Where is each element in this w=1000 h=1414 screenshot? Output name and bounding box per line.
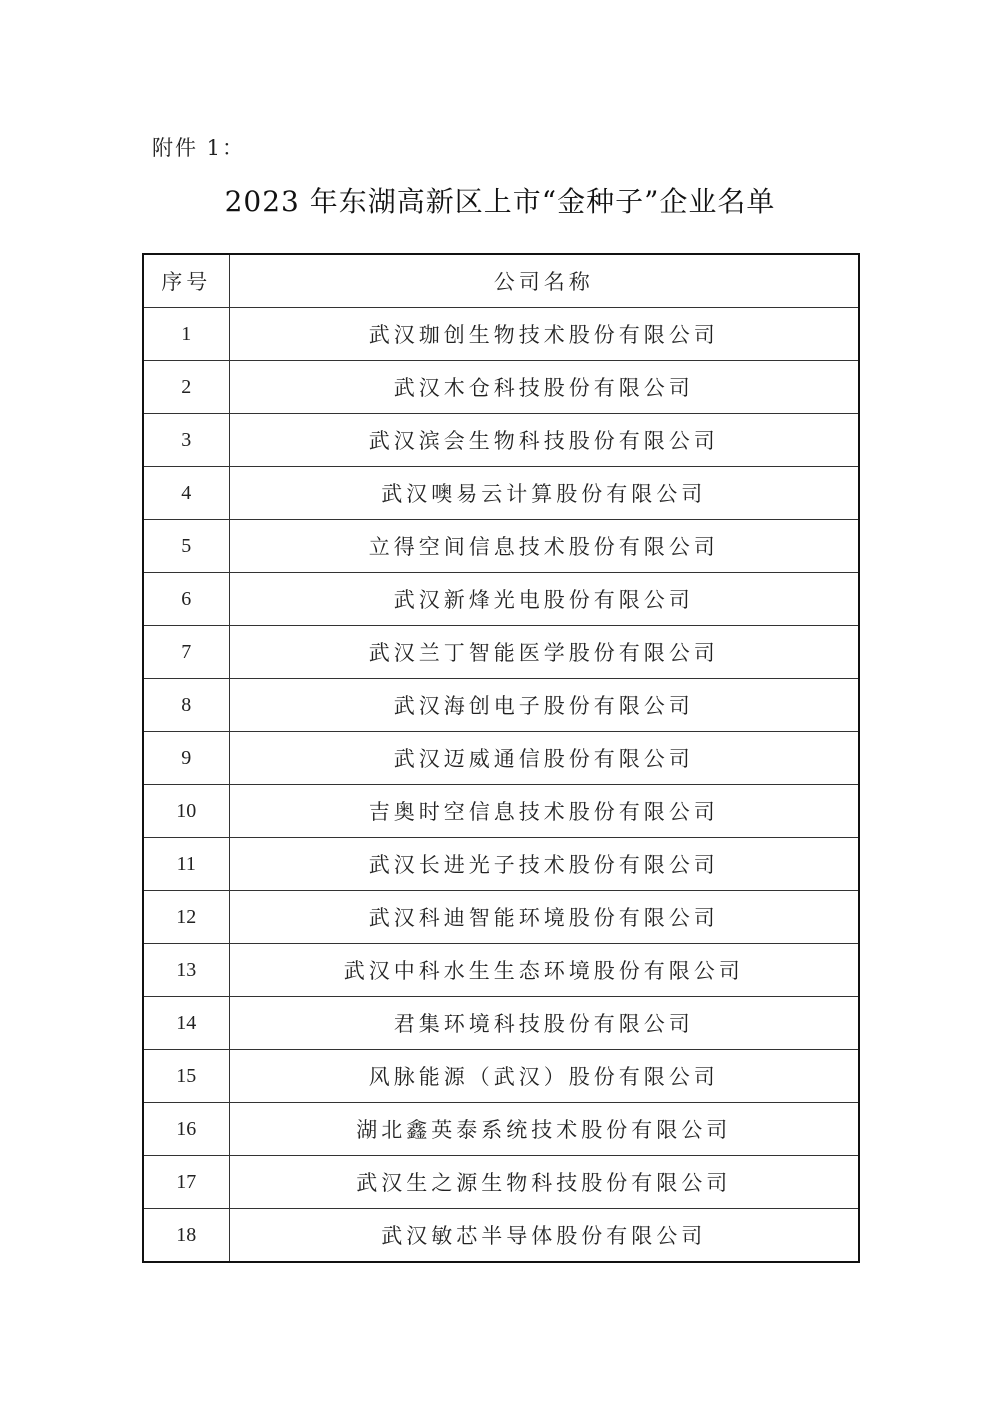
row-serial-number: 10 bbox=[143, 785, 229, 838]
row-company-name: 君集环境科技股份有限公司 bbox=[229, 997, 859, 1050]
table-row bbox=[143, 1209, 859, 1263]
row-serial-number: 13 bbox=[143, 944, 229, 997]
row-serial-number: 14 bbox=[143, 997, 229, 1050]
row-serial-number: 1 bbox=[143, 308, 229, 361]
document-title: 2023 年东湖高新区上市“金种子”企业名单 bbox=[224, 185, 776, 218]
row-serial-number: 11 bbox=[143, 838, 229, 891]
row-company-name: 武汉珈创生物技术股份有限公司 bbox=[229, 308, 859, 361]
row-company-name: 武汉滨会生物科技股份有限公司 bbox=[229, 414, 859, 467]
table-row bbox=[143, 997, 859, 1050]
table-row bbox=[143, 1103, 859, 1156]
row-company-name: 武汉中科水生生态环境股份有限公司 bbox=[229, 944, 859, 997]
table-row bbox=[143, 944, 859, 997]
table-row bbox=[143, 679, 859, 732]
table-row bbox=[143, 891, 859, 944]
row-company-name: 武汉科迪智能环境股份有限公司 bbox=[229, 891, 859, 944]
table-row bbox=[143, 467, 859, 520]
row-company-name: 武汉生之源生物科技股份有限公司 bbox=[229, 1156, 859, 1209]
row-serial-number: 16 bbox=[143, 1103, 229, 1156]
header-serial-number: 序号 bbox=[143, 254, 229, 308]
table-row bbox=[143, 414, 859, 467]
table-row bbox=[143, 308, 859, 361]
row-company-name: 武汉兰丁智能医学股份有限公司 bbox=[229, 626, 859, 679]
row-company-name: 湖北鑫英泰系统技术股份有限公司 bbox=[229, 1103, 859, 1156]
table-row bbox=[143, 785, 859, 838]
table-row bbox=[143, 361, 859, 414]
row-serial-number: 12 bbox=[143, 891, 229, 944]
table-row bbox=[143, 1050, 859, 1103]
row-company-name: 吉奥时空信息技术股份有限公司 bbox=[229, 785, 859, 838]
row-serial-number: 2 bbox=[143, 361, 229, 414]
row-company-name: 武汉长进光子技术股份有限公司 bbox=[229, 838, 859, 891]
table-row bbox=[143, 732, 859, 785]
table-row bbox=[143, 838, 859, 891]
row-serial-number: 5 bbox=[143, 520, 229, 573]
row-serial-number: 8 bbox=[143, 679, 229, 732]
row-company-name: 武汉海创电子股份有限公司 bbox=[229, 679, 859, 732]
row-serial-number: 4 bbox=[143, 467, 229, 520]
row-company-name: 武汉木仓科技股份有限公司 bbox=[229, 361, 859, 414]
row-company-name: 立得空间信息技术股份有限公司 bbox=[229, 520, 859, 573]
row-serial-number: 3 bbox=[143, 414, 229, 467]
row-serial-number: 15 bbox=[143, 1050, 229, 1103]
row-company-name: 武汉迈威通信股份有限公司 bbox=[229, 732, 859, 785]
header-company-name: 公司名称 bbox=[229, 254, 859, 308]
table-row bbox=[143, 1156, 859, 1209]
row-company-name: 风脉能源（武汉）股份有限公司 bbox=[229, 1050, 859, 1103]
row-serial-number: 18 bbox=[143, 1209, 229, 1263]
row-serial-number: 6 bbox=[143, 573, 229, 626]
table-header-row bbox=[143, 254, 859, 308]
row-company-name: 武汉噢易云计算股份有限公司 bbox=[229, 467, 859, 520]
attachment-label: 附件 1： bbox=[152, 136, 246, 160]
table-row bbox=[143, 573, 859, 626]
row-serial-number: 17 bbox=[143, 1156, 229, 1209]
table-row bbox=[143, 520, 859, 573]
table-row bbox=[143, 626, 859, 679]
company-table bbox=[142, 253, 860, 1263]
row-company-name: 武汉敏芯半导体股份有限公司 bbox=[229, 1209, 859, 1263]
row-company-name: 武汉新烽光电股份有限公司 bbox=[229, 573, 859, 626]
row-serial-number: 7 bbox=[143, 626, 229, 679]
row-serial-number: 9 bbox=[143, 732, 229, 785]
